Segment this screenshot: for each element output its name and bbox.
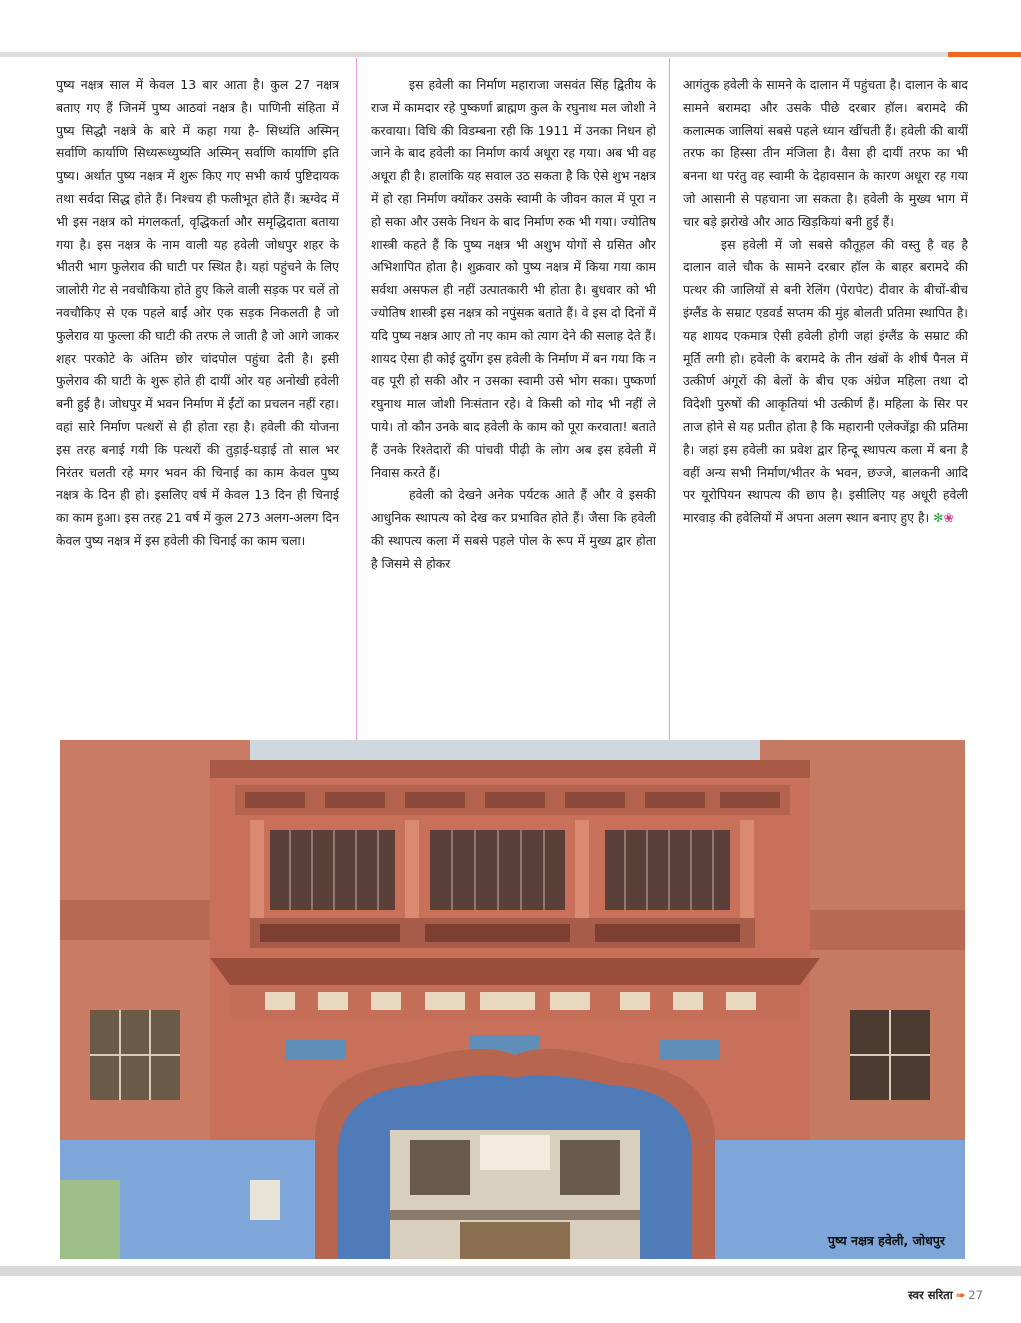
column-3-paragraph-2-text: इस हवेली में जो सबसे कौतूहल की वस्तु है वह है दालान वाले चौक के सामने दरबार हॉल के बाहर बरामदे की पत्थर की जालियों से बनी रेलिंग (पेरापेट) दीवार के बीचों-बीच इंग्लैंड के सम्राट एडवर्ड सप्तम की मुंह बोलती प्रतिमा स्थापित है। यह शायद एकमात्र ऐसी हवेली होगी जहां इंग्लैंड के सम्राट की मूर्ति लगी हो। हवेली के बरामदे के तीन खंबों के शीर्ष पैनल में उत्कीर्ण अंगूरों की बेलों के बीच एक अंग्रेज महिला तथा दो विदेशी पुरुषों की आकृतियां भी उत्कीर्ण हैं। महिला के सिर पर ताज होने से यह प्रतीत होता है कि महारानी एलेक्जेंड्रा की प्रतिमा है। जहां इस हवेली का प्रवेश द्वार हिन्दू स्थापत्य कला में बना है वहीं अन्य सभी निर्माण/भीतर के भवन, छज्जे, बालकनी आदि पर यूरोपियन स्थापत्य की छाप है। इसीलिए यह अधूरी हवेली मारवाड़ की हवेलियों में अपना अलग स्थान बनाए हुए है। [683, 236, 968, 526]
end-mark-flower-icon: ❀ [943, 510, 954, 526]
column-2-paragraph-2: हवेली को देखने अनेक पर्यटक आते हैं और वे इसकी आधुनिक स्थापत्य को देख कर प्रभावित होते हैं। जैसा कि हवेली की स्थापत्य कला में सबसे पहले पोल के रूप में मुख्य द्वार होता है जिसमे से होकर [371, 487, 656, 571]
magazine-name: स्वर सरिता [908, 1288, 953, 1302]
article-column-2 [371, 74, 656, 730]
column-2-paragraph-1: इस हवेली का निर्माण महाराजा जसवंत सिंह द्वितीय के राज में कामदार रहे पुष्कर्णा ब्राह्मण कुल के रघुनाथ मल जोशी ने करवाया। विधि की विडम्बना रही कि 1911 में उनका निधन हो जाने के बाद हवेली का निर्माण कार्य अधूरा रह गया। अब भी वह अधूरा ही है। हालांकि यह सवाल उठ सकता है कि ऐसे शुभ नक्षत्र में हो रहा निर्माण क्योंकर उसके स्वामी के जीवन काल में पूरा न हो सका और उसके निधन के बाद निर्माण रुक भी गया। ज्योतिष शास्त्री कहते हैं कि पुष्य नक्षत्र भी अशुभ योगों से ग्रसित और अभिशापित होता है। शुक्रवार को पुष्य नक्षत्र में किया गया काम सर्वथा असफल ही नहीं उत्पातकारी भी होता है। बुधवार को भी ज्योतिष शास्त्री इस नक्षत्र को नपुंसक बताते हैं। वे इस दो दिनों में यदि पुष्य नक्षत्र आए तो नए काम को त्याग देने की सलाह देते हैं। शायद ऐसा ही कोई दुर्योग इस हवेली के निर्माण में बन गया कि न वह पूरी हो सकी और न उसका स्वामी उसे भोग सका। पुष्कर्णा रघुनाथ माल जोशी निःसंतान रहे। वे किसी को गोद भी नहीं ले पाये। तो कौन उनके बाद हवेली के काम को पूरा करवाता! बताते हैं उनके रिश्तेदारों की पांचवी पीढ़ी के लोग अब इस हवेली में निवास करते हैं। [371, 77, 656, 480]
top-rule [0, 52, 948, 57]
article-column-1 [56, 74, 339, 730]
end-mark-star-icon: ✻ [933, 510, 944, 526]
column-divider-2 [669, 58, 670, 740]
column-1-paragraph-1: पुष्य नक्षत्र साल में केवल 13 बार आता है। कुल 27 नक्षत्र बताए गए हैं जिनमें पुष्य आठवां नक्षत्र है। पाणिनी संहिता में पुष्य सिद्धौ नक्षत्रे के बारे में कहा गया है- सिध्यंति अस्मिन् सर्वाणि कार्याणि सिध्यरूध्युष्यंति अस्मिन् सर्वाणि कार्याणि इति पुष्य। अर्थात पुष्य नक्षत्र में शुरू किए गए सभी कार्य पुष्टिदायक तथा सर्वदा सिद्ध होते हैं। निश्चय ही फलीभूत होते हैं। ऋग्वेद में भी इस नक्षत्र को मंगलकर्ता, वृद्धिकर्ता और समृद्धिदाता बताया गया है। इस नक्षत्र के नाम वाली यह हवेली जोधपुर शहर के भीतरी भाग फुलेराव की घाटी पर स्थित है। यहां पहुंचने के लिए जालोरी गेट से नवचौकिया होते हुए किले वाली सड़क पर चलें तो नवचौकिए से एक पहले बाईं ओर एक सड़क निकलती है जो फुलेराव या फुल्ला की घाटी की तरफ ले जाती है जो आगे जाकर शहर परकोटे के अंतिम छोर चांदपोल पहुंचा देती है। इसी फुलेराव की घाटी के शुरू होते ही दायीं ओर यह अनोखी हवेली बनी हुई है। जोधपुर में भवन निर्माण में ईंटों का प्रचलन नहीं रहा। वहां सारे निर्माण पत्थरों से ही होता रहा है। हवेली की योजना इस तरह बनाई गयी कि पत्थरों की तुड़ाई-घड़ाई तो साल भर निरंतर चलती रहे मगर भवन की चिनाई का काम केवल पुष्य नक्षत्र के दिन ही हो। इसलिए वर्ष में केवल 13 दिन ही चिनाई का काम हुआ। इस तरह 21 वर्ष में कुल 273 अलग-अलग दिन केवल पुष्य नक्षत्र में इस हवेली की चिनाई का काम चला। [56, 77, 339, 548]
column-3-paragraph-1: आगंतुक हवेली के सामने के दालान में पहुंचता है। दालान के बाद सामने बरामदा और उसके पीछे दरबार हॉल। बरामदे की कलात्मक जालियां सबसे पहले ध्यान खींचती हैं। हवेली की बायीं तरफ का हिस्सा तीन मंजिला है। वैसा ही दायीं तरफ का भी बनना था परंतु वह स्वामी के देहावसान के कारण अधूरा रह गया जो आसानी से पहचाना जा सकता है। हवेली के मुख्य भाग में चार बड़े झरोखे और आठ खिड़कियां बनी हुई हैं। [683, 77, 968, 229]
article-column-3 [683, 74, 968, 730]
page-footer [908, 1288, 983, 1303]
haveli-photo [60, 740, 965, 1259]
photo-caption: पुष्य नक्षत्र हवेली, जोधपुर [827, 1233, 945, 1248]
column-divider-1 [356, 58, 357, 740]
column-3-paragraph-2 [683, 234, 968, 530]
arrow-icon: ➠ [955, 1288, 966, 1302]
bottom-rule [0, 1266, 1021, 1276]
top-accent-bar [948, 52, 1021, 57]
haveli-illustration [60, 740, 965, 1259]
page-number: 27 [968, 1288, 983, 1302]
